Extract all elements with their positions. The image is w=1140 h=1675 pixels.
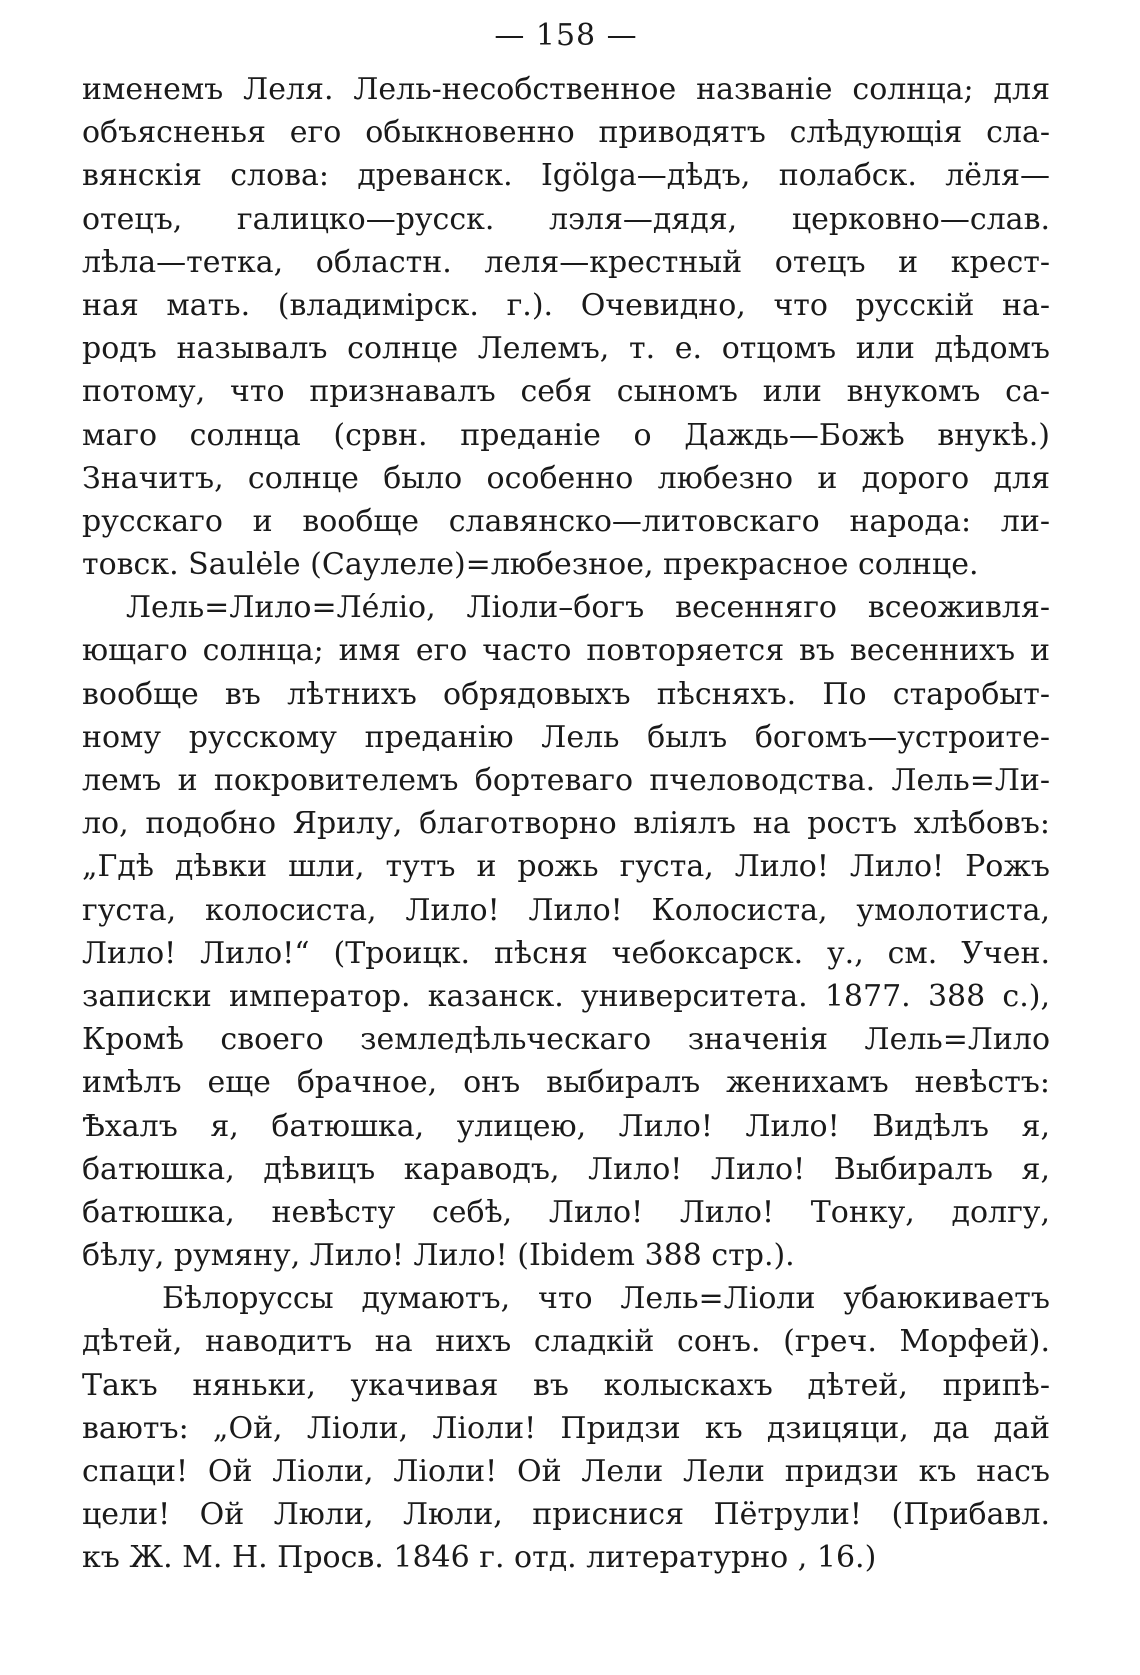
- text-line: лѣла—тетка, областн. леля—крестный отецъ и крест-: [82, 244, 1050, 280]
- text-line: потому, что признавалъ себя сыномъ или внукомъ са-: [82, 374, 1050, 410]
- text-line: ваютъ: „Ой, Ліоли, Ліоли! Придзи къ дзицяци, да дай: [82, 1410, 1050, 1446]
- text-line: Бѣлоруссы думаютъ, что Лель=Ліоли убаюкиваетъ: [162, 1281, 1050, 1317]
- text-line: ная мать. (владимірск. г.). Очевидно, что русскій на-: [82, 287, 1050, 323]
- text-line: Лель=Лило=Лéліо, Ліоли–богъ весенняго всеоживля-: [126, 590, 1050, 626]
- text-line: Значитъ, солнце было особенно любезно и дорого для: [82, 460, 1050, 496]
- text-line: ющаго солнца; имя его часто повторяется въ весеннихъ и: [82, 633, 1050, 669]
- page-body: [82, 68, 1050, 1580]
- text-line: цели! Ой Люли, Люли, приснися Пётрули! (Прибавл.: [82, 1497, 1050, 1533]
- text-line: товск. Saulėle (Саулеле)=любезное, прекрасное солнце.: [82, 547, 979, 583]
- text-line: лемъ и покровителемъ бортеваго пчеловодства. Лель=Ли-: [82, 763, 1050, 798]
- text-line: батюшка, невѣсту себѣ, Лило! Лило! Тонку, долгу,: [82, 1194, 1050, 1230]
- text-line: отецъ, галицко—русск. лэля—дядя, церковно—слав.: [82, 201, 1050, 237]
- text-line: маго солнца (срвн. преданіе о Даждь—Божѣ внукѣ.): [82, 417, 1050, 453]
- text-line: имѣлъ еще брачное, онъ выбиралъ женихамъ невѣстъ:: [82, 1065, 1050, 1101]
- text-line: Такъ няньки, укачивая въ колыскахъ дѣтей, припѣ-: [82, 1367, 1050, 1403]
- text-line: „Гдѣ дѣвки шли, тутъ и рожь густа, Лило! Лило! Рожъ: [82, 849, 1050, 885]
- paragraph: [82, 68, 1050, 586]
- text-line: бѣлу, румяну, Лило! Лило! (Ibidem 388 стр.).: [82, 1238, 795, 1274]
- book-page: [82, 14, 1050, 1654]
- text-line: Кромѣ своего земледѣльческаго значенія Лель=Лило: [82, 1022, 1050, 1058]
- text-line: ло, подобно Ярилу, благотворно вліялъ на ростъ хлѣбовъ:: [82, 806, 1050, 842]
- text-line: записки император. казанск. университета. 1877. 388 с.),: [82, 978, 1050, 1014]
- text-line: къ Ж. М. Н. Просв. 1846 г. отд. литературно , 16.): [82, 1540, 877, 1576]
- text-line: спаци! Ой Ліоли, Ліоли! Ой Лели Лели придзи къ насъ: [82, 1454, 1050, 1489]
- text-line: русскаго и вообще славянско—литовскаго народа: ли-: [82, 503, 1050, 539]
- text-line: Лило! Лило!“ (Троицк. пѣсня чебоксарск. у., см. Учен.: [82, 935, 1050, 971]
- text-line: родъ называлъ солнце Лелемъ, т. е. отцомъ или дѣдомъ: [82, 331, 1050, 367]
- paragraph: [82, 586, 1050, 1277]
- text-line: батюшка, дѣвицъ караводъ, Лило! Лило! Выбиралъ я,: [82, 1151, 1050, 1187]
- text-line: вянскія слова: древанск. Igölga—дѣдъ, полабск. лёля—: [82, 158, 1050, 194]
- text-line: вообще въ лѣтнихъ обрядовыхъ пѣсняхъ. По старобыт-: [82, 676, 1050, 712]
- text-line: объясненья его обыкновенно приводятъ слѣдующія сла-: [82, 115, 1050, 151]
- page-number: — 158 —: [494, 18, 638, 53]
- text-line: ному русскому преданію Лель былъ богомъ—устроите-: [82, 719, 1050, 755]
- paragraph: [82, 1277, 1050, 1579]
- text-line: именемъ Леля. Лель-несобственное названіе солнца; для: [82, 72, 1050, 107]
- text-line: Ѣхалъ я, батюшка, улицею, Лило! Лило! Видѣлъ я,: [82, 1108, 1050, 1144]
- text-line: дѣтей, наводитъ на нихъ сладкій сонъ. (греч. Морфей).: [82, 1324, 1050, 1360]
- text-line: густа, колосиста, Лило! Лило! Колосиста, умолотиста,: [82, 892, 1050, 928]
